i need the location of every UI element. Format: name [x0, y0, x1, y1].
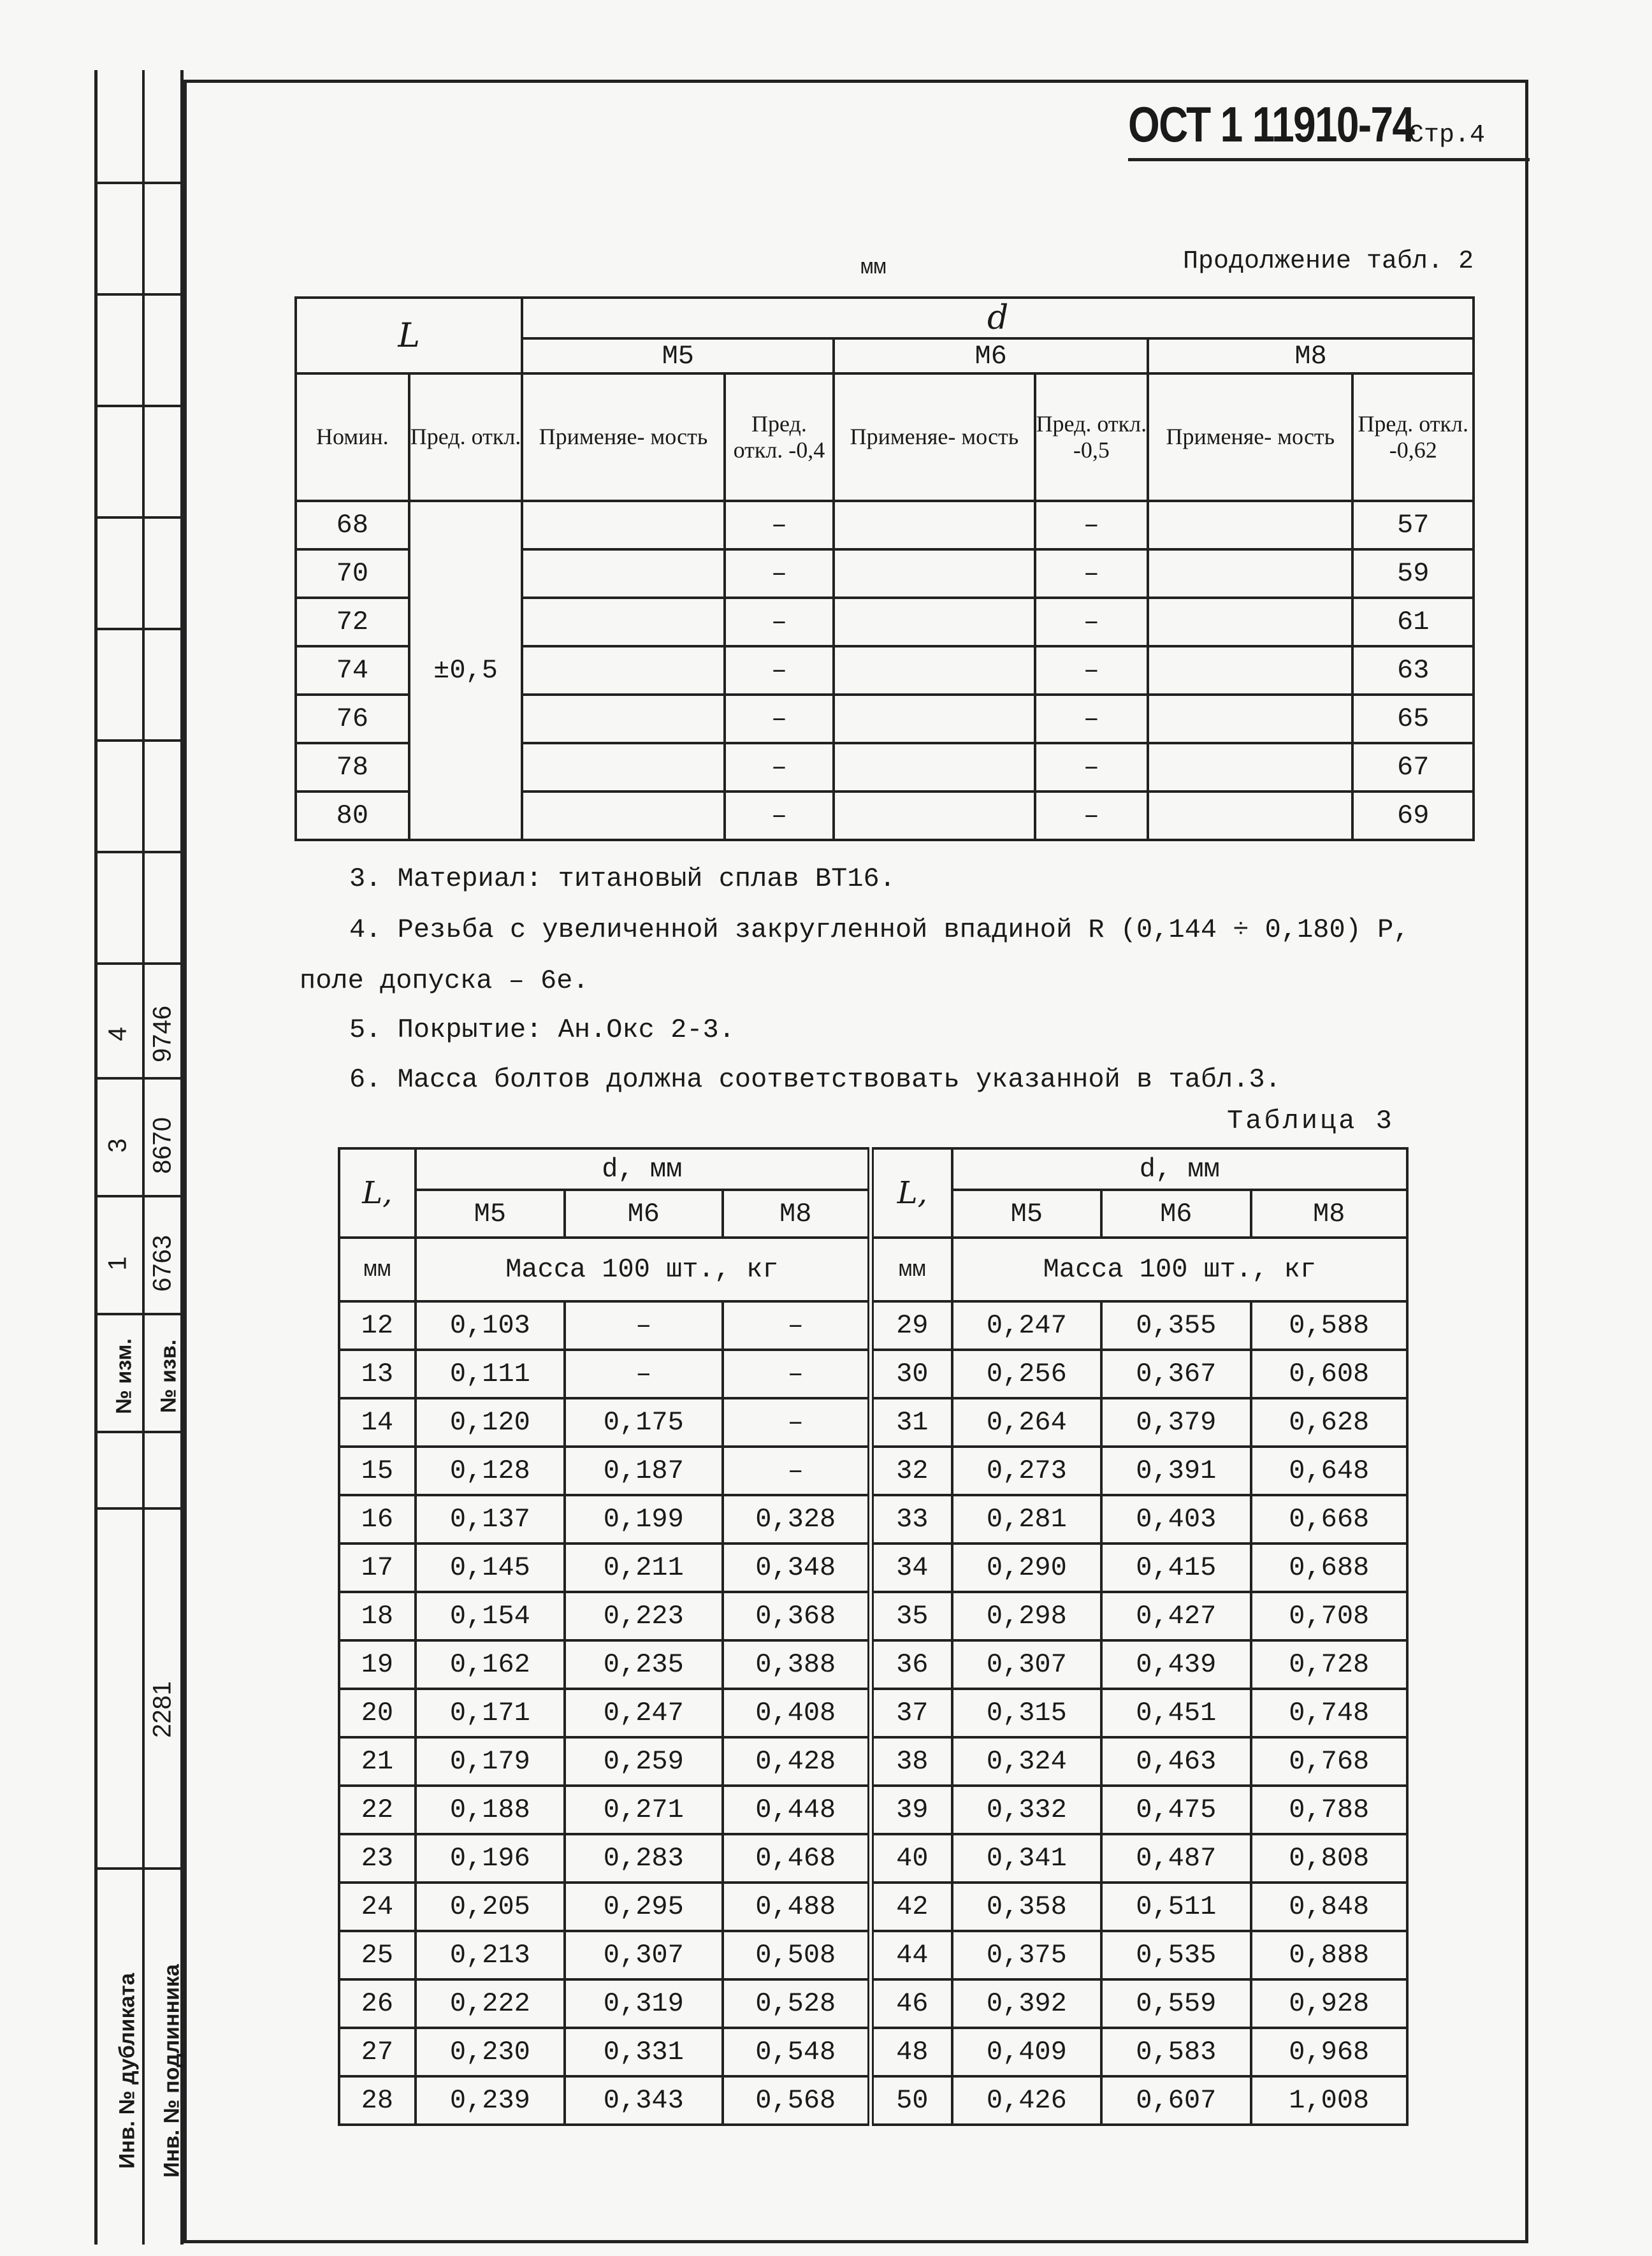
table3-m6-cell: –	[565, 1301, 722, 1350]
table3-m5-cell: 0,256	[952, 1350, 1101, 1398]
table3-m8-cell: 0,748	[1251, 1689, 1407, 1737]
table3-m8-cell: 0,968	[1251, 2028, 1407, 2076]
table3-m8-cell: 0,548	[723, 2028, 871, 2076]
standard-number: ОСТ 1 11910-74	[1128, 96, 1414, 152]
table2-m8-cell: 65	[1352, 695, 1474, 743]
table3-m6-cell: 0,307	[565, 1931, 722, 1979]
table2-m6-cell: –	[1035, 695, 1148, 743]
label-orig-inventory: Инв. № подлинника	[159, 1964, 184, 2178]
table3	[338, 1147, 1409, 2126]
table3-L-cell: 26	[339, 1979, 416, 2028]
table3-L-cell: 33	[871, 1495, 952, 1544]
table3-m6-cell: 0,199	[565, 1495, 722, 1544]
table2-L-cell: 72	[296, 598, 409, 646]
table3-m8-left: M8	[723, 1190, 871, 1238]
table3-m8-cell: 0,408	[723, 1689, 871, 1737]
table3-m6-cell: 0,283	[565, 1834, 722, 1883]
table2-appl-m5-cell	[522, 598, 724, 646]
table2-L-cell: 74	[296, 646, 409, 695]
table3-m6-cell: 0,235	[565, 1640, 722, 1689]
table2-unit: мм	[860, 256, 887, 280]
table2-m6-cell: –	[1035, 598, 1148, 646]
notice-9746: 9746	[148, 1006, 177, 1062]
note-4-line2: поле допуска – 6е.	[300, 965, 589, 996]
table3-m8-cell: 0,648	[1251, 1447, 1407, 1495]
table3-L-cell: 12	[339, 1301, 416, 1350]
table-row	[339, 1544, 1407, 1592]
table2-m5-cell: –	[725, 646, 834, 695]
table3-m8-cell: 0,488	[723, 1883, 871, 1931]
table2-L-cell: 68	[296, 501, 409, 549]
label-change-no: № изм.	[112, 1338, 136, 1414]
table2-appl-m6-cell	[834, 598, 1034, 646]
table3-m8-cell: –	[723, 1301, 871, 1350]
table3-m6-cell: 0,331	[565, 2028, 722, 2076]
table2-m5-cell: –	[725, 695, 834, 743]
table3-L-right: L,	[871, 1148, 952, 1238]
table3-m8-cell: 1,008	[1251, 2076, 1407, 2125]
table2-appl-m5-cell	[522, 501, 724, 549]
table2-m5-cell: –	[725, 598, 834, 646]
change-3: 3	[103, 1138, 132, 1153]
table3-L-cell: 28	[339, 2076, 416, 2125]
table3-m6-cell: 0,415	[1101, 1544, 1250, 1592]
table3-m6-cell: 0,535	[1101, 1931, 1250, 1979]
table3-m8-cell: 0,888	[1251, 1931, 1407, 1979]
table-row	[339, 1979, 1407, 2028]
table2-m5: M5	[522, 338, 834, 373]
table3-L-cell: 15	[339, 1447, 416, 1495]
table3-m8-cell: 0,768	[1251, 1737, 1407, 1786]
table2-h-appl-m5: Применяе- мость	[522, 373, 724, 501]
table3-m6-cell: 0,391	[1101, 1447, 1250, 1495]
table3-m8-cell: 0,468	[723, 1834, 871, 1883]
table3-L-cell: 22	[339, 1786, 416, 1834]
table2-m5-cell: –	[725, 743, 834, 792]
table3-m8-cell: 0,568	[723, 2076, 871, 2125]
table3-m6-cell: 0,403	[1101, 1495, 1250, 1544]
table3-m6-cell: 0,223	[565, 1592, 722, 1640]
table2-appl-m5-cell	[522, 743, 724, 792]
table3-m5-cell: 0,358	[952, 1883, 1101, 1931]
table3-m8-cell: 0,328	[723, 1495, 871, 1544]
table3-m6-cell: 0,379	[1101, 1398, 1250, 1447]
table3-m8-cell: 0,708	[1251, 1592, 1407, 1640]
table3-m5-cell: 0,375	[952, 1931, 1101, 1979]
table2-appl-m8-cell	[1148, 792, 1352, 840]
table3-m5-left: M5	[416, 1190, 565, 1238]
table3-mm-right: мм	[871, 1238, 952, 1301]
table3-m6-left: M6	[565, 1190, 722, 1238]
table3-L-cell: 37	[871, 1689, 952, 1737]
table2-h-tol-m6: Пред. откл. -0,5	[1035, 373, 1148, 501]
table3-m6-cell: 0,439	[1101, 1640, 1250, 1689]
table2-m8: M8	[1148, 338, 1474, 373]
table3-m8-cell: 0,528	[723, 1979, 871, 2028]
table3-L-cell: 32	[871, 1447, 952, 1495]
table2-m8-cell: 69	[1352, 792, 1474, 840]
table3-L-cell: 44	[871, 1931, 952, 1979]
table2-appl-m6-cell	[834, 743, 1034, 792]
table2-L-cell: 80	[296, 792, 409, 840]
table-row	[339, 1931, 1407, 1979]
table2-m5-cell: –	[725, 549, 834, 598]
table3-m5-cell: 0,230	[416, 2028, 565, 2076]
table3-m5-cell: 0,247	[952, 1301, 1101, 1350]
table3-m5-cell: 0,137	[416, 1495, 565, 1544]
table3-m5-cell: 0,196	[416, 1834, 565, 1883]
table3-m5-cell: 0,409	[952, 2028, 1101, 2076]
table3-m8-cell: –	[723, 1447, 871, 1495]
table3-m6-right: M6	[1101, 1190, 1250, 1238]
table3-m6-cell: 0,175	[565, 1398, 722, 1447]
table3-m5-cell: 0,154	[416, 1592, 565, 1640]
table3-m6-cell: 0,427	[1101, 1592, 1250, 1640]
table2-h-appl-m8: Применяе- мость	[1148, 373, 1352, 501]
original-number: 2281	[148, 1681, 177, 1738]
table2	[294, 296, 1475, 841]
table3-m6-cell: 0,343	[565, 2076, 722, 2125]
table-row	[339, 1786, 1407, 1834]
table-row	[339, 1834, 1407, 1883]
table3-m5-cell: 0,188	[416, 1786, 565, 1834]
table3-m6-cell: 0,271	[565, 1786, 722, 1834]
table3-d-right: d, мм	[952, 1148, 1407, 1190]
table3-m5-cell: 0,264	[952, 1398, 1101, 1447]
table3-L-cell: 36	[871, 1640, 952, 1689]
table3-title: Таблица 3	[1227, 1106, 1395, 1136]
table3-mass-left: Масса 100 шт., кг	[416, 1238, 871, 1301]
note-4-line1: 4. Резьба с увеличенной закругленной впадиной R (0,144 ÷ 0,180) P,	[349, 915, 1410, 945]
table3-m8-cell: 0,388	[723, 1640, 871, 1689]
table2-m6-cell: –	[1035, 549, 1148, 598]
table2-h-tol-m8: Пред. откл. -0,62	[1352, 373, 1474, 501]
table2-appl-m8-cell	[1148, 501, 1352, 549]
table3-m6-cell: 0,451	[1101, 1689, 1250, 1737]
table3-mm-left: мм	[339, 1238, 416, 1301]
change-1: 1	[103, 1256, 132, 1271]
table3-m8-cell: 0,428	[723, 1737, 871, 1786]
table-row	[339, 1737, 1407, 1786]
table3-L-cell: 20	[339, 1689, 416, 1737]
table3-m8-cell: 0,608	[1251, 1350, 1407, 1398]
table3-m6-cell: 0,319	[565, 1979, 722, 2028]
table3-L-cell: 27	[339, 2028, 416, 2076]
table3-L-cell: 35	[871, 1592, 952, 1640]
table2-appl-m6-cell	[834, 695, 1034, 743]
table2-appl-m8-cell	[1148, 598, 1352, 646]
table3-m5-cell: 0,239	[416, 2076, 565, 2125]
table-row	[339, 1495, 1407, 1544]
table3-m5-cell: 0,273	[952, 1447, 1101, 1495]
table3-m5-cell: 0,281	[952, 1495, 1101, 1544]
table3-m6-cell: 0,583	[1101, 2028, 1250, 2076]
table3-m8-cell: –	[723, 1398, 871, 1447]
table3-m6-cell: –	[565, 1350, 722, 1398]
table3-m8-cell: 0,688	[1251, 1544, 1407, 1592]
table2-appl-m8-cell	[1148, 695, 1352, 743]
table3-m6-cell: 0,559	[1101, 1979, 1250, 2028]
table3-m5-cell: 0,298	[952, 1592, 1101, 1640]
table3-m5-cell: 0,120	[416, 1398, 565, 1447]
table-row	[296, 501, 1474, 549]
table3-m5-cell: 0,162	[416, 1640, 565, 1689]
table3-m5-cell: 0,392	[952, 1979, 1101, 2028]
table2-d-header: d	[522, 298, 1474, 338]
note-5: 5. Покрытие: Ан.Окс 2-3.	[349, 1015, 735, 1045]
table3-L-cell: 21	[339, 1737, 416, 1786]
table3-m6-cell: 0,247	[565, 1689, 722, 1737]
table2-appl-m6-cell	[834, 792, 1034, 840]
table-row	[339, 1689, 1407, 1737]
table3-L-cell: 34	[871, 1544, 952, 1592]
table2-m5-cell: –	[725, 501, 834, 549]
notice-8670: 8670	[148, 1117, 177, 1174]
table2-m8-cell: 57	[1352, 501, 1474, 549]
table3-m5-cell: 0,222	[416, 1979, 565, 2028]
table-row	[339, 1640, 1407, 1689]
label-notice-no: № изв.	[156, 1339, 181, 1414]
table3-m5-cell: 0,213	[416, 1931, 565, 1979]
table3-m5-cell: 0,315	[952, 1689, 1101, 1737]
table3-m5-cell: 0,307	[952, 1640, 1101, 1689]
table3-m6-cell: 0,355	[1101, 1301, 1250, 1350]
table3-m8-cell: 0,788	[1251, 1786, 1407, 1834]
table2-appl-m5-cell	[522, 646, 724, 695]
table2-h-tol-m5: Пред. откл. -0,4	[725, 373, 834, 501]
table3-m6-cell: 0,475	[1101, 1786, 1250, 1834]
table3-d-left: d, мм	[416, 1148, 871, 1190]
table2-m6-cell: –	[1035, 501, 1148, 549]
table-row	[339, 1350, 1407, 1398]
table3-L-cell: 23	[339, 1834, 416, 1883]
table3-L-cell: 46	[871, 1979, 952, 2028]
change-4: 4	[103, 1027, 132, 1041]
table2-appl-m8-cell	[1148, 646, 1352, 695]
page-number: Стр.4	[1409, 121, 1486, 150]
table3-m6-cell: 0,295	[565, 1883, 722, 1931]
table3-m5-cell: 0,179	[416, 1737, 565, 1786]
table3-m6-cell: 0,607	[1101, 2076, 1250, 2125]
table2-m6-cell: –	[1035, 646, 1148, 695]
table2-m6-cell: –	[1035, 792, 1148, 840]
label-dup-inventory: Инв. № дубликата	[115, 1972, 140, 2169]
table3-m5-cell: 0,290	[952, 1544, 1101, 1592]
table-row	[339, 2028, 1407, 2076]
table2-m6-cell: –	[1035, 743, 1148, 792]
note-6: 6. Масса болтов должна соответствовать указанной в табл.3.	[349, 1064, 1281, 1095]
table3-m8-cell: 0,508	[723, 1931, 871, 1979]
table3-L-cell: 18	[339, 1592, 416, 1640]
table3-L-cell: 42	[871, 1883, 952, 1931]
table2-L-cell: 76	[296, 695, 409, 743]
table3-m6-cell: 0,487	[1101, 1834, 1250, 1883]
table3-m6-cell: 0,211	[565, 1544, 722, 1592]
table3-mass-right: Масса 100 шт., кг	[952, 1238, 1407, 1301]
table3-m5-cell: 0,145	[416, 1544, 565, 1592]
table3-L-cell: 24	[339, 1883, 416, 1931]
table3-L-cell: 17	[339, 1544, 416, 1592]
table3-m6-cell: 0,511	[1101, 1883, 1250, 1931]
table2-continuation: Продолжение табл. 2	[1183, 247, 1474, 276]
table2-appl-m5-cell	[522, 792, 724, 840]
table2-appl-m5-cell	[522, 695, 724, 743]
table-row	[339, 1883, 1407, 1931]
table2-m8-cell: 59	[1352, 549, 1474, 598]
table3-m6-cell: 0,367	[1101, 1350, 1250, 1398]
table2-m6: M6	[834, 338, 1148, 373]
table3-L-cell: 48	[871, 2028, 952, 2076]
table2-L-cell: 70	[296, 549, 409, 598]
table2-L-cell: 78	[296, 743, 409, 792]
table3-m5-cell: 0,324	[952, 1737, 1101, 1786]
table-row	[339, 2076, 1407, 2125]
table2-appl-m6-cell	[834, 549, 1034, 598]
table3-m8-cell: 0,588	[1251, 1301, 1407, 1350]
table2-h-nomin: Номин.	[296, 373, 409, 501]
table3-m8-cell: 0,348	[723, 1544, 871, 1592]
table3-m5-cell: 0,128	[416, 1447, 565, 1495]
table2-appl-m5-cell	[522, 549, 724, 598]
table3-m6-cell: 0,463	[1101, 1737, 1250, 1786]
table3-L-left: L,	[339, 1148, 416, 1238]
table3-L-cell: 50	[871, 2076, 952, 2125]
table-row	[339, 1301, 1407, 1350]
table3-L-cell: 39	[871, 1786, 952, 1834]
table3-m8-cell: 0,628	[1251, 1398, 1407, 1447]
table-row	[339, 1592, 1407, 1640]
table3-m8-right: M8	[1251, 1190, 1407, 1238]
table2-m8-cell: 63	[1352, 646, 1474, 695]
table2-appl-m6-cell	[834, 646, 1034, 695]
table3-L-cell: 31	[871, 1398, 952, 1447]
table3-m5-cell: 0,205	[416, 1883, 565, 1931]
table2-m8-cell: 61	[1352, 598, 1474, 646]
table3-m5-cell: 0,341	[952, 1834, 1101, 1883]
table3-m5-cell: 0,103	[416, 1301, 565, 1350]
table2-h-pred: Пред. откл.	[409, 373, 523, 501]
table3-L-cell: 16	[339, 1495, 416, 1544]
table3-L-cell: 19	[339, 1640, 416, 1689]
table3-m5-cell: 0,426	[952, 2076, 1101, 2125]
table3-m5-cell: 0,171	[416, 1689, 565, 1737]
table3-m8-cell: –	[723, 1350, 871, 1398]
table3-m8-cell: 0,808	[1251, 1834, 1407, 1883]
table2-tolerance-cell: ±0,5	[409, 501, 523, 840]
table3-L-cell: 13	[339, 1350, 416, 1398]
table3-m6-cell: 0,259	[565, 1737, 722, 1786]
table2-appl-m8-cell	[1148, 743, 1352, 792]
table3-L-cell: 29	[871, 1301, 952, 1350]
note-3: 3. Материал: титановый сплав ВТ16.	[349, 864, 895, 894]
notice-6763: 6763	[148, 1235, 177, 1292]
table3-L-cell: 30	[871, 1350, 952, 1398]
table2-m5-cell: –	[725, 792, 834, 840]
table3-m6-cell: 0,187	[565, 1447, 722, 1495]
table3-m8-cell: 0,928	[1251, 1979, 1407, 2028]
table3-m5-cell: 0,111	[416, 1350, 565, 1398]
table3-m8-cell: 0,448	[723, 1786, 871, 1834]
table3-m8-cell: 0,368	[723, 1592, 871, 1640]
table3-L-cell: 38	[871, 1737, 952, 1786]
table2-appl-m6-cell	[834, 501, 1034, 549]
table3-m8-cell: 0,848	[1251, 1883, 1407, 1931]
table3-L-cell: 40	[871, 1834, 952, 1883]
table2-L-header: L	[296, 298, 522, 373]
table3-m5-right: M5	[952, 1190, 1101, 1238]
table3-m8-cell: 0,728	[1251, 1640, 1407, 1689]
table3-L-cell: 14	[339, 1398, 416, 1447]
table2-h-appl-m6: Применяе- мость	[834, 373, 1034, 501]
table-row	[339, 1398, 1407, 1447]
table2-m8-cell: 67	[1352, 743, 1474, 792]
table3-m5-cell: 0,332	[952, 1786, 1101, 1834]
table2-appl-m8-cell	[1148, 549, 1352, 598]
table-row	[339, 1447, 1407, 1495]
table3-L-cell: 25	[339, 1931, 416, 1979]
table3-m8-cell: 0,668	[1251, 1495, 1407, 1544]
